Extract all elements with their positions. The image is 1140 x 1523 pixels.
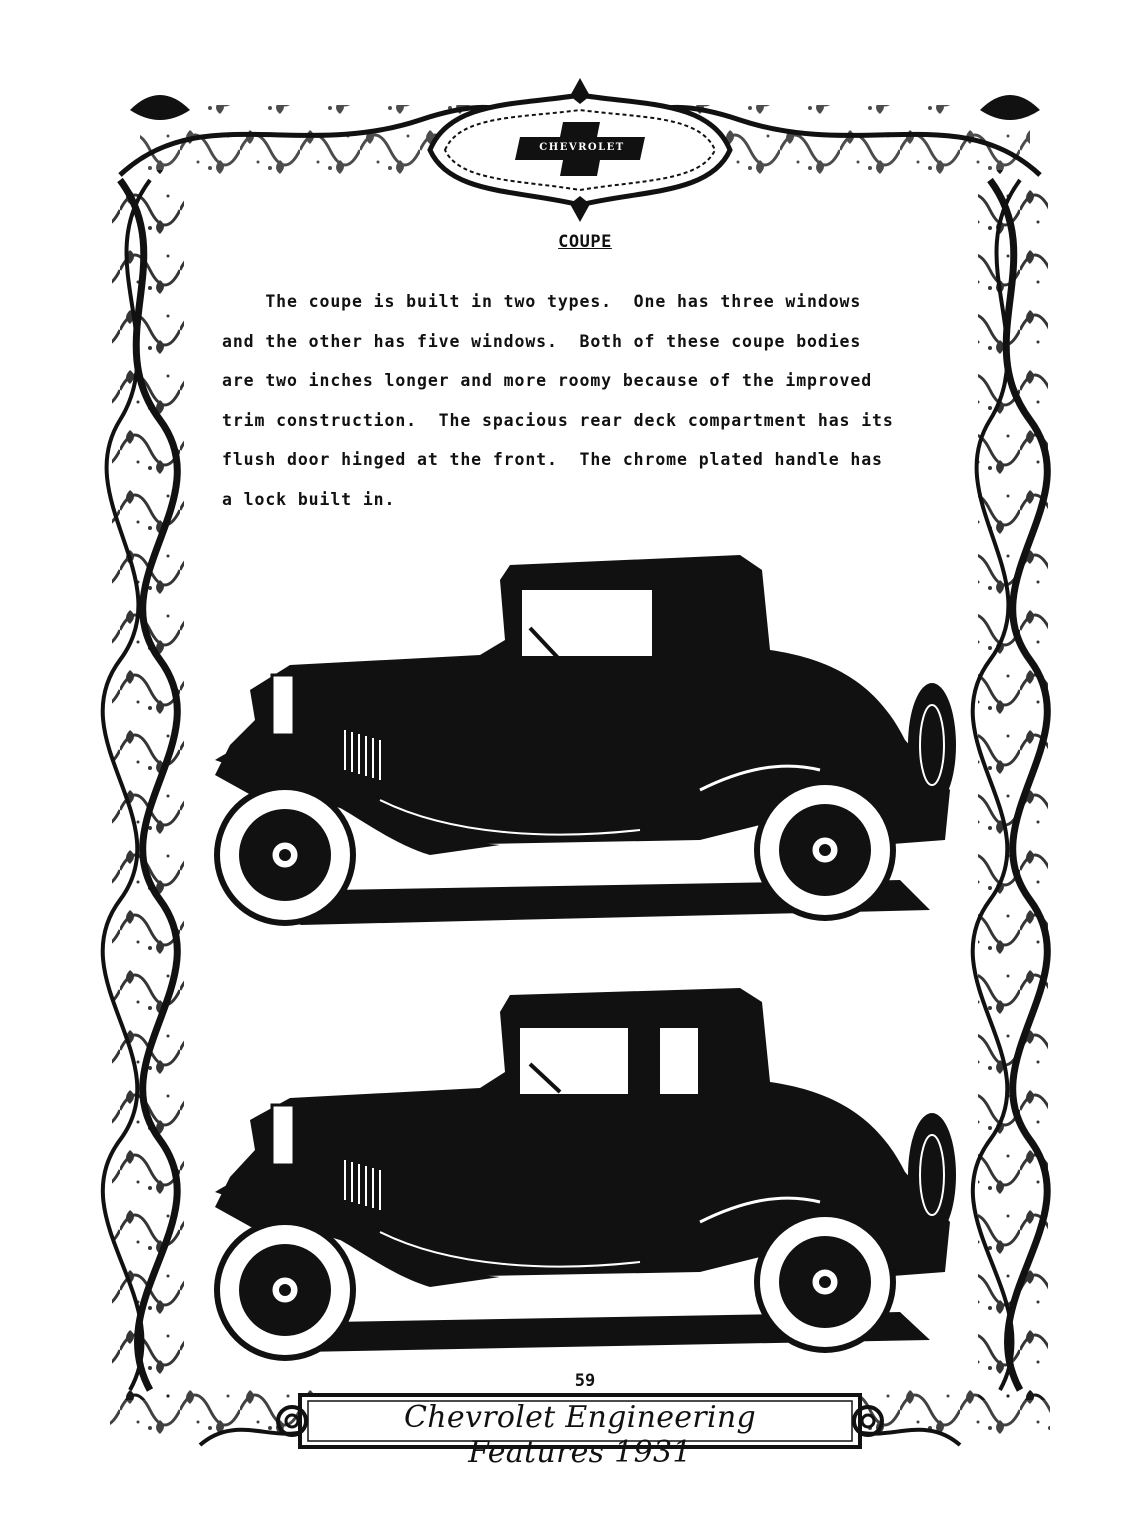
footer-title: Chevrolet Engineering Features 1931 [404,1400,756,1470]
body-line: flush door hinged at the front. The chrome plated handle has [222,450,883,470]
page-number: 59 [574,1371,596,1391]
body-line: trim construction. The spacious rear deck compartment has its [222,410,894,430]
body-line: are two inches longer and more roomy because of the improved [222,371,873,391]
logo-text: CHEVROLET [539,142,625,153]
body-line: a lock built in. [222,489,396,509]
body-line: and the other has five windows. Both of these coupe bodies [222,331,862,351]
page-title: COUPE [558,232,612,252]
body-line: The coupe is built in two types. One has three windows [222,292,862,311]
